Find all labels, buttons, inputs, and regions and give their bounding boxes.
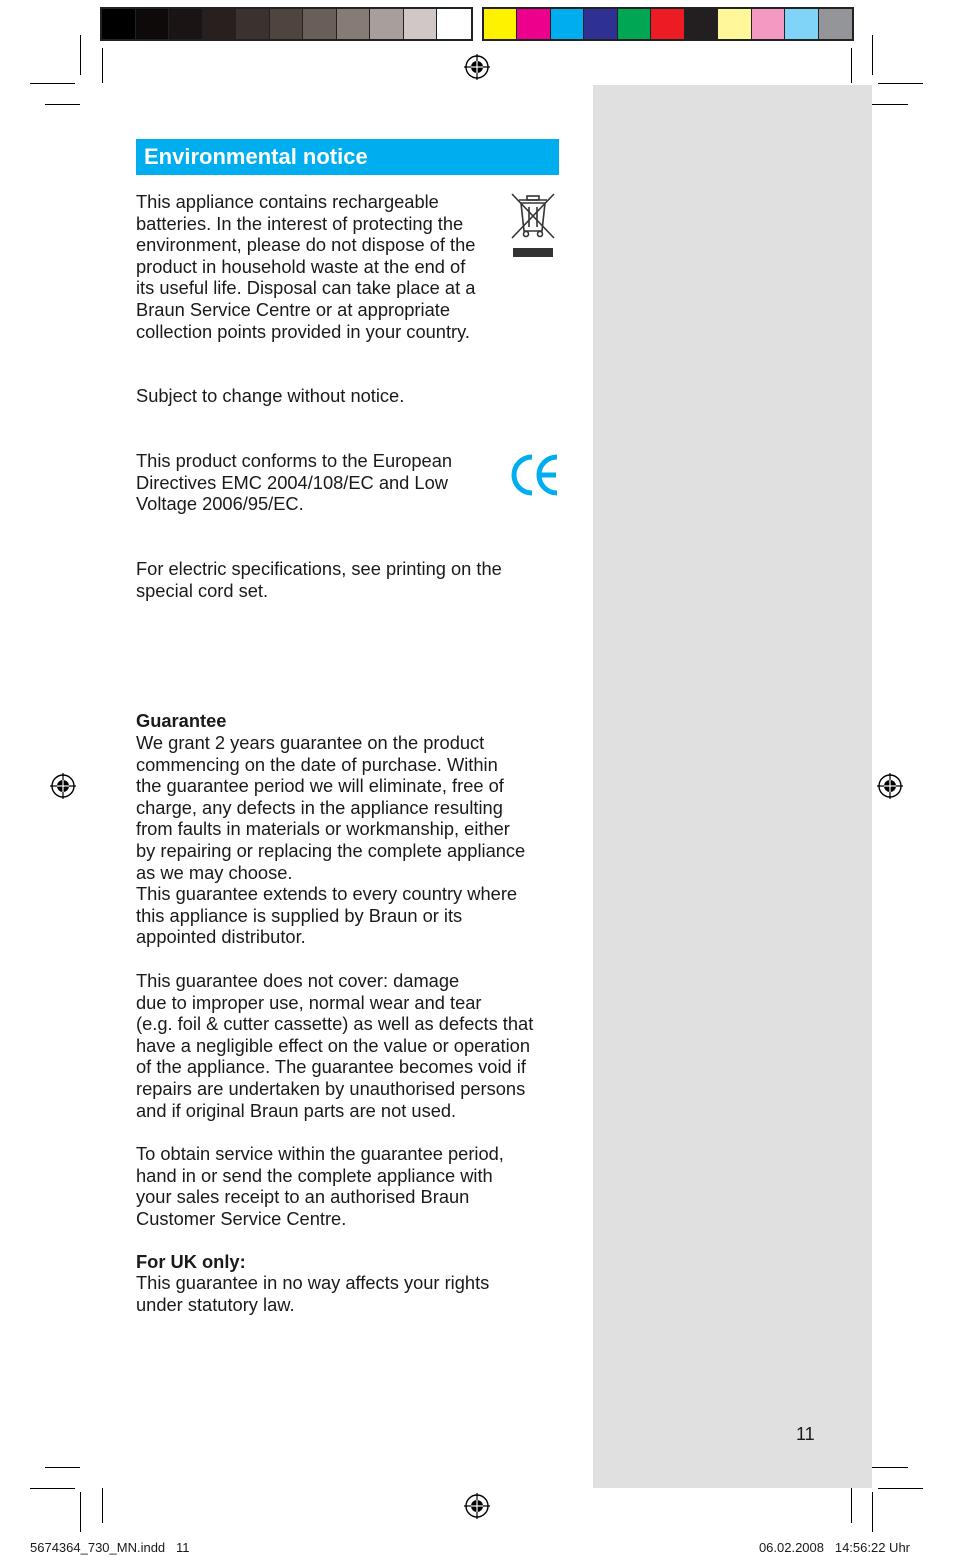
crop-mark	[45, 1467, 80, 1468]
crop-mark	[851, 1488, 852, 1523]
crop-mark	[872, 1492, 873, 1532]
color-swatch	[752, 9, 785, 39]
registration-mark-icon	[464, 54, 490, 80]
color-swatch	[718, 9, 751, 39]
color-swatch	[270, 9, 304, 39]
crop-mark	[878, 83, 923, 84]
color-swatch	[484, 9, 517, 39]
crop-mark	[872, 1467, 908, 1468]
sidebar-column	[593, 85, 872, 1488]
color-swatch	[136, 9, 170, 39]
crop-mark	[851, 48, 852, 83]
color-swatch	[651, 9, 684, 39]
color-swatch	[551, 9, 584, 39]
color-swatch	[785, 9, 818, 39]
change-notice: Subject to change without notice.	[136, 385, 405, 406]
crop-mark	[872, 104, 908, 105]
crop-mark	[80, 1492, 81, 1532]
registration-mark-icon	[50, 773, 76, 799]
ce-mark-icon	[510, 453, 560, 497]
electric-spec: For electric specifications, see printing on the special cord set.	[136, 558, 502, 601]
crop-mark	[80, 35, 81, 75]
footer-file-info: 5674364_730_MN.indd 11	[30, 1540, 190, 1555]
guarantee-paragraph-2: This guarantee does not cover: damage due to improper use, normal wear and tear (e.g. foil & cutter cassette) as well as defects that have a negligible effect on the value or operation of the appliance. The guarantee becomes void if repairs are undertaken by unauthorised persons and if original Braun parts are not used.	[136, 970, 534, 1121]
guarantee-paragraph-3: To obtain service within the guarantee period, hand in or send the complete appliance with your sales receipt to an authorised Braun Customer Service Centre.	[136, 1143, 504, 1229]
registration-mark-icon	[464, 1493, 490, 1519]
color-swatch	[203, 9, 237, 39]
color-swatch	[102, 9, 136, 39]
color-swatch	[236, 9, 270, 39]
color-swatch	[404, 9, 438, 39]
crop-mark	[872, 35, 873, 75]
crossed-out-wheelie-bin-icon	[509, 191, 557, 259]
registration-mark-icon	[877, 773, 903, 799]
crop-mark	[878, 1488, 923, 1489]
color-swatch	[169, 9, 203, 39]
crop-mark	[102, 48, 103, 83]
guarantee-title: Guarantee	[136, 710, 227, 731]
grayscale-color-bar	[100, 7, 473, 41]
color-swatch	[370, 9, 404, 39]
color-swatch	[517, 9, 550, 39]
crop-mark	[102, 1488, 103, 1523]
color-swatch	[584, 9, 617, 39]
uk-title: For UK only:	[136, 1251, 246, 1272]
crop-mark	[30, 1488, 75, 1489]
crop-mark	[45, 104, 80, 105]
color-swatch	[685, 9, 718, 39]
battery-paragraph: This appliance contains rechargeable batteries. In the interest of protecting the environment, please do not dispose of the product in household waste at the end of its useful life. Disposal can take place at a Braun Service Centre or at appropriate collection points provided in your country.	[136, 191, 476, 342]
color-swatch	[819, 9, 852, 39]
color-swatch	[303, 9, 337, 39]
color-swatch	[437, 9, 471, 39]
color-swatch	[618, 9, 651, 39]
page-number: 11	[796, 1424, 815, 1444]
section-heading: Environmental notice	[136, 139, 559, 175]
crop-mark	[30, 83, 75, 84]
footer-datetime: 06.02.2008 14:56:22 Uhr	[758, 1540, 910, 1555]
ce-paragraph: This product conforms to the European Directives EMC 2004/108/EC and Low Voltage 2006/95/EC.	[136, 450, 453, 515]
guarantee-paragraph-1: We grant 2 years guarantee on the product commencing on the date of purchase. Within the guarantee period we will eliminate, free of charge, any defects in the appliance resulting from faults in materials or workmanship, either by repairing or replacing the complete appliance as we may choose. This guarantee extends to every country where this appliance is supplied by Braun or its appointed distributor.	[136, 732, 526, 948]
process-color-bar	[482, 7, 854, 41]
uk-text: This guarantee in no way affects your rights under statutory law.	[136, 1272, 490, 1315]
color-swatch	[337, 9, 371, 39]
